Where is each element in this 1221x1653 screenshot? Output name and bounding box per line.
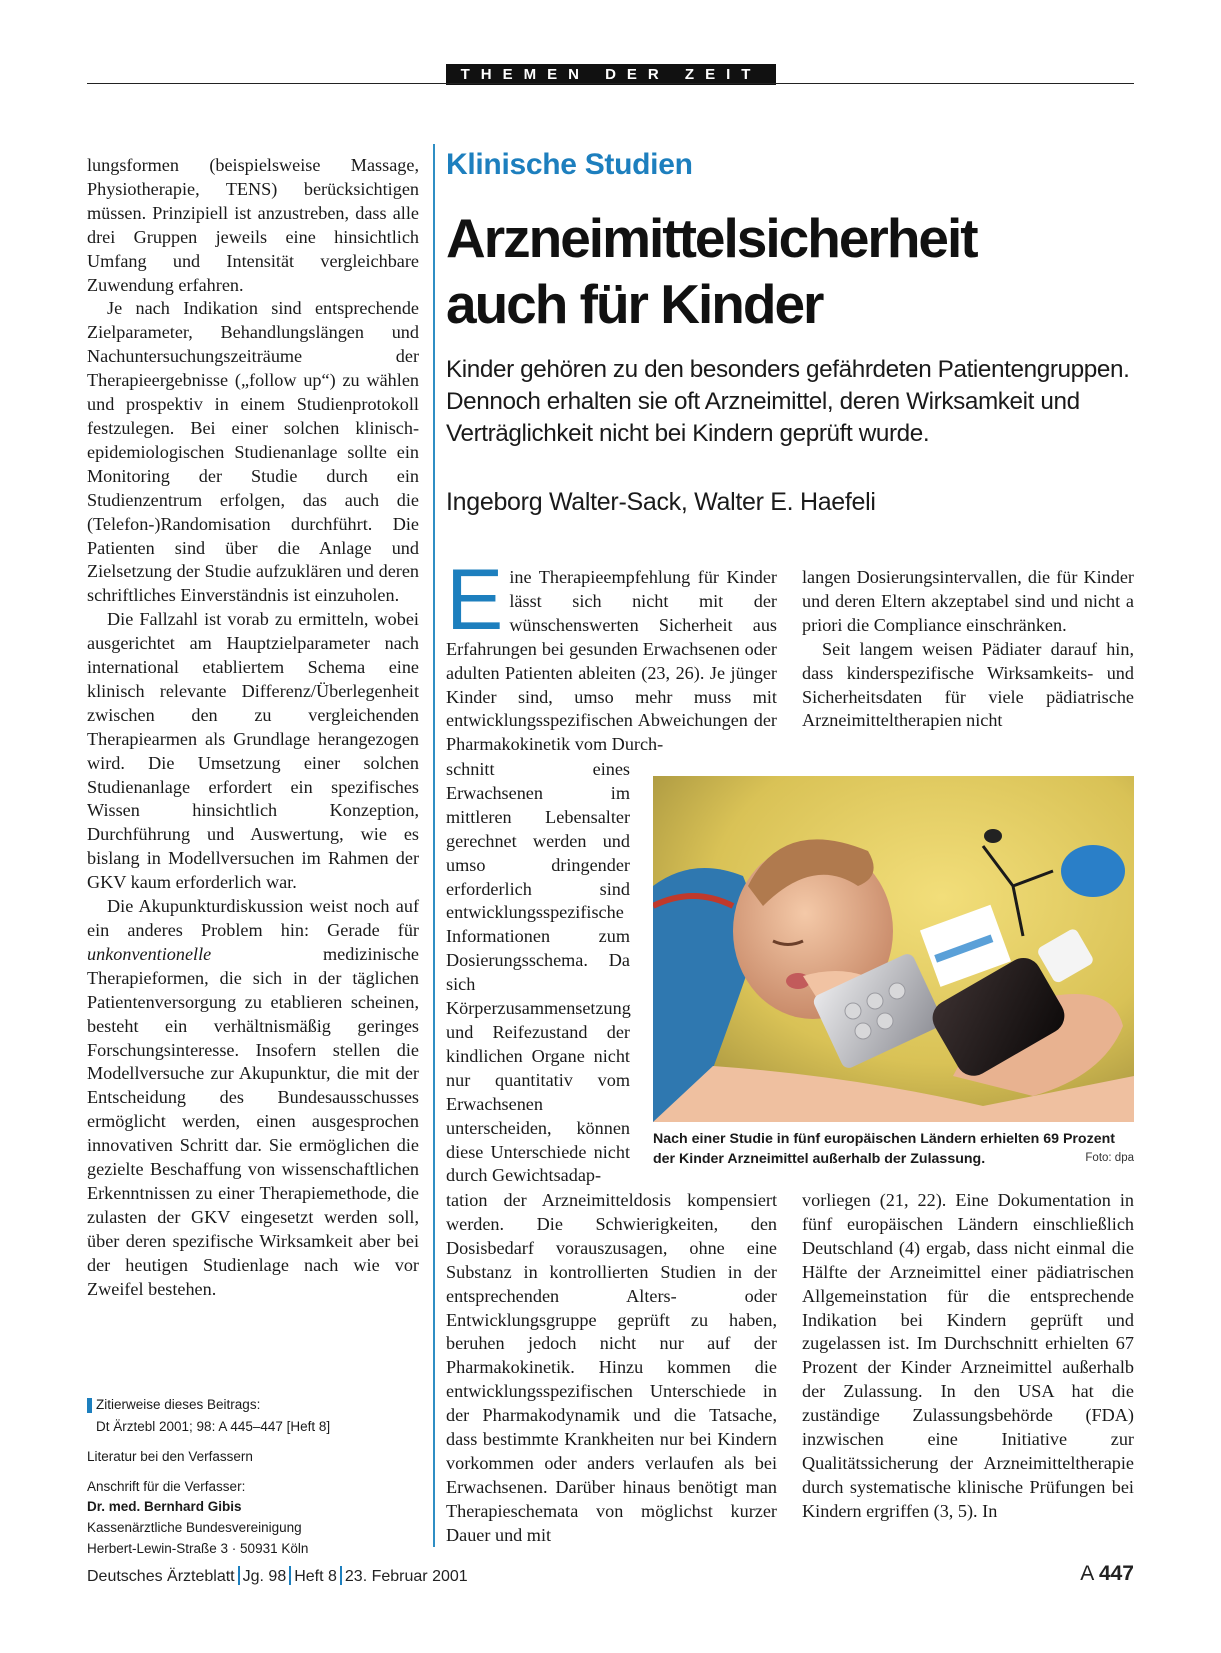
header-rule [87,83,1134,84]
left-paragraph-4-end: medizinische Therapieformen, die sich in der täglichen Patientenversorgung zu etablieren scheinen, besteht ein verhältnismäßig geringes Forschungsinteresse. Insofern stellen die Modellversuche zur Akupunktur, die mit der Entscheidung des Bundesausschusses ermöglicht werden, einen ausgesprochen innovativen Schritt dar. Sie ermöglichen die gezielte Beschaffung von wissenschaftlichen Erkenntnissen zu einer Therapiemethode, die zulasten der GKV eingesetzt werden soll, über deren spezifische Wirksamkeit aber bei der heutigen Studienlage nach wie vor Zweifel bestehen. [87,943,419,1299]
journal-name: Deutsches Ärzteblatt [87,1568,235,1585]
footer-separator [289,1566,291,1585]
middle-opening-text: ine Therapieempfehlung für Kinder lässt sich nicht mit der wünschenswerten Sicherheit aus Erfahrungen bei gesunden Erwachsenen oder adulten Patienten ableiten (23, 26). Je jünger Kinder sind, umso mehr muss mit entwicklungsspezifischen Abweichungen der Pharmakokinetik vom Durch- [446,567,777,755]
journal-volume: Jg. 98 [242,1568,287,1585]
right-paragraph-2: Seit langem weisen Pädiater darauf hin, dass kinderspezifische Wirksamkeits- und Sicherheitsdaten für viele pädiatrische Arzneimitteltherapien nicht [802,638,1134,731]
middle-column-top [446,552,777,757]
article-kicker: Klinische Studien [446,148,693,181]
address-name: Dr. med. Bernhard Gibis [87,1499,242,1514]
left-column [87,154,419,1302]
citation-marker [87,1398,92,1413]
footer-separator [238,1566,240,1585]
article-lead: Kinder gehören zu den besonders gefährdeten Patientengruppen. Dennoch erhalten sie oft Arzneimittel, deren Wirksamkeit und Verträglichkeit nicht bei Kindern geprüft wurde. [446,356,1130,447]
footer-separator [340,1566,342,1585]
article-title [446,205,1146,337]
middle-column-narrow: schnitt eines Erwachsenen im mittleren Lebensalter gerechnet werden und umso dringender erforderlich sind entwicklungsspezifische Informationen zum Dosierungsschema. Da sich Körperzusammensetzung und Reifezustand der kindlichen Organe nicht nur quantitativ vom Erwachsenen unterscheiden, können diese Unterschiede nicht durch Gewichtsadap- [446,759,631,1186]
left-paragraph-1: lungsformen (beispielsweise Massage, Physiotherapie, TENS) berücksichtigen müssen. Prinzipiell ist anzustreben, dass alle drei Gruppen jeweils eine hinsichtlich Umfang und Intensität vergleichbare Zuwendung erfahren. [87,155,419,295]
address-street: Herbert-Lewin-Straße 3 · 50931 Köln [87,1541,309,1556]
article-photo [653,776,1134,1122]
right-paragraph-1: langen Dosierungsintervallen, die für Kinder und deren Eltern akzeptabel sind und nicht a priori die Compliance einschränken. [802,567,1134,635]
left-paragraph-3: Die Fallzahl ist vorab zu ermitteln, wobei ausgerichtet am Hauptzielparameter nach international etabliertem Schema eine klinisch relevante Differenz/Überlegenheit zwischen den zu vergleichenden Therapiearmen als Grundlage herangezogen wird. Die Umsetzung einer solchen Studienanlage erfordert ein spezifisches Wissen hinsichtlich Konzeption, Durchführung und Auswertung, wie es bislang in Modellversuchen im Rahmen der GKV kaum erforderlich war. [87,609,419,893]
page-prefix: A [1080,1562,1094,1585]
journal-date: 23. Februar 2001 [344,1568,468,1585]
photo-credit: Foto: dpa [1085,1152,1134,1164]
address-label: Anschrift für die Verfasser: [87,1479,246,1494]
left-paragraph-4 [87,895,419,1301]
photo-illustration [653,776,1134,1122]
page-number [1080,1562,1134,1586]
middle-column-lower: tation der Arzneimitteldosis kompensiert werden. Die Schwierigkeiten, den Dosisbedarf vorauszusagen, ohne eine Substanz in kontrollierten Studien in der entsprechenden Alters- oder Entwicklungsgruppe geprüft zu haben, beruhen jedoch nicht nur auf der Pharmakokinetik. Hinzu kommen die entwicklungsspezifischen Unterschiede in der Pharmakodynamik und die Tatsache, dass bestimmte Krankheiten nur bei Kindern vorkommen oder anders verlaufen als bei Erwachsenen. Darüber hinaus benötigt man Therapieschemata von möglichst kurzer Dauer und mit [446,1190,777,1545]
drop-cap: E [446,552,504,648]
citation-reference: Dt Ärztebl 2001; 98: A 445–447 [Heft 8] [96,1419,331,1434]
literature-note: Literatur bei den Verfassern [87,1449,253,1464]
left-paragraph-2: Je nach Indikation sind entsprechende Zielparameter, Behandlungslängen und Nachuntersuchungszeiträume der Therapieergebnisse („follow up“) zu wählen und prospektiv in einem Studienprotokoll festzulegen. Bei einer solchen klinisch-epidemiologischen Studienanlage sollte ein Monitoring der Studie durch ein Studienzentrum erfolgen, das auch die (Telefon-)Randomisation durchführt. Die Patienten sind über die Anlage und Zielsetzung der Studie aufzuklären und deren schriftliches Einverständnis ist einzuholen. [87,298,419,606]
address-organization: Kassenärztliche Bundesvereinigung [87,1520,302,1535]
article-title-line-2: auch für Kinder [446,273,823,335]
photo-caption: Nach einer Studie in fünf europäischen Ländern erhielten 69 Prozent der Kinder Arzneimittel außerhalb der Zulassung. [653,1131,1115,1167]
citation-label: Zitierweise dieses Beitrags: [96,1397,261,1412]
left-paragraph-4-start: Die Akupunkturdiskussion weist noch auf ein anderes Problem hin: Gerade für [87,896,419,940]
page-footer [87,1566,468,1586]
article-authors: Ingeborg Walter-Sack, Walter E. Haefeli [446,488,876,516]
column-rule [433,144,435,1547]
emphasis-unconventional: unkonventionelle [87,943,212,964]
page-number-value: 447 [1098,1562,1134,1585]
section-label: THEMEN DER ZEIT [446,64,776,85]
article-title-line-1: Arzneimittelsicherheit [446,207,977,269]
right-column-top [802,566,1134,733]
right-column-bottom: vorliegen (21, 22). Eine Dokumentation in fünf europäischen Ländern einschließlich Deutschland (4) ergab, dass nicht einmal die Hälfte der Arzneimittel einer pädiatrischen Allgemeinstation für die entsprechende Indikation bei Kindern geprüft und zugelassen ist. Im Durchschnitt erhielten 67 Prozent der Kinder Arzneimittel außerhalb der Zulassung. In den USA hat die zuständige Zulassungsbehörde (FDA) inzwischen eine Initiative zur Qualitätssicherung der Arzneimitteltherapie durch systematische klinische Prüfungen bei Kindern ergriffen (3, 5). In [802,1190,1134,1521]
journal-issue: Heft 8 [294,1568,337,1585]
